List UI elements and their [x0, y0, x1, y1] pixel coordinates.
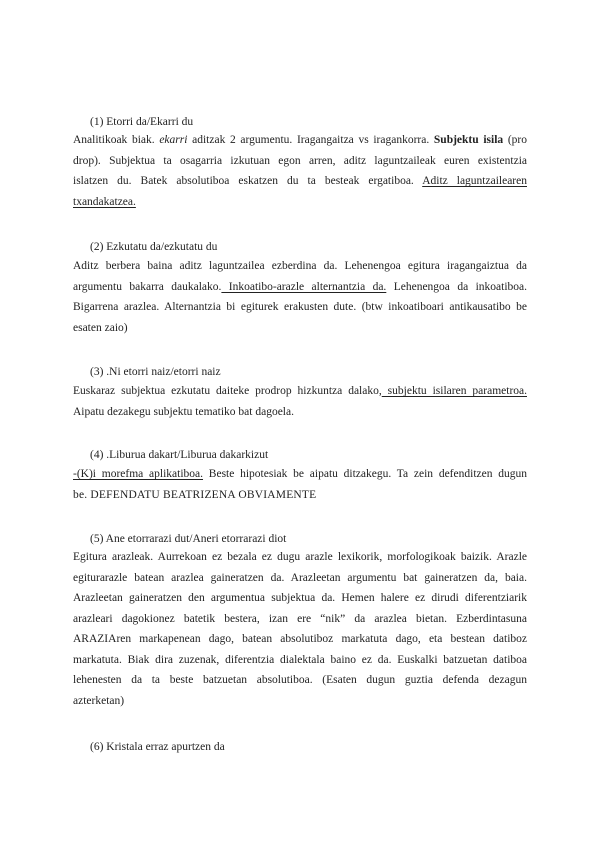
paragraph-line: esaten zaio): [73, 321, 128, 334]
paragraph-line: be. DEFENDATU BEATRIZENA OBVIAMENTE: [73, 488, 317, 501]
section-3-paragraph: [73, 381, 527, 422]
paragraph-line: [73, 464, 527, 485]
section-3-heading: (3) .Ni etorri naiz/etorri naiz: [90, 366, 221, 378]
section-4-heading: (4) .Liburua dakart/Liburua dakarkizut: [90, 449, 269, 461]
paragraph-line: azterketan): [73, 694, 125, 707]
underlined-term: txandakatzea.: [73, 195, 136, 208]
paragraph-line: drop). Subjektua ta osagarria izkutuan egon arren, aditz laguntzaileak euren existentzia: [73, 154, 527, 167]
text-run: aditzak 2 argumentu. Iragangaitza vs iragankorra.: [187, 134, 434, 146]
paragraph-line: egiturarazle batean arazlea gaineratzen da. Arazleetan argumentu bat gaineratzen da, baia.: [73, 571, 527, 584]
underlined-term: -(K)i morefma aplikatiboa.: [73, 468, 204, 480]
text-run: argumentu bakarra daukalako.: [73, 280, 222, 293]
underlined-term: Inkoatibo-arazle alternantzia da.: [221, 280, 387, 293]
bold-term: Subjektu isila: [433, 134, 504, 146]
section-1-paragraph: [73, 130, 527, 212]
underlined-term: subjektu isilaren parametroa.: [381, 385, 527, 397]
italic-term: ekarri: [159, 134, 188, 146]
paragraph-line: Aditz berbera baina aditz laguntzailea ezberdina da. Lehenengoa egitura iragangaiztua da: [73, 260, 527, 272]
text-run: Lehenengoa da inkoatiboa.: [386, 280, 527, 293]
paragraph-line: [73, 171, 527, 192]
text-run: Euskaraz subjektua ezkutatu daiteke prodrop hizkuntza dalako,: [73, 385, 382, 397]
section-4-paragraph: [73, 464, 527, 505]
section-2-heading: (2) Ezkutatu da/ezkutatu du: [90, 241, 218, 253]
paragraph-line: lehenesten da ta beste batzuetan absolutiboa. (Esaten dugun guztia defenda dezagun: [73, 674, 527, 686]
section-6-heading: (6) Kristala erraz apurtzen da: [90, 741, 225, 753]
section-2-paragraph: [73, 256, 527, 338]
paragraph-line: markatuta. Biak dira zuzenak, diferentzia dialektala baino ez da. Euskalki batzuetan datiboa: [73, 653, 527, 666]
paragraph-line: ARAZIAren markapenean dago, batean absolutiboz markatuta dago, eta bestean datiboz: [73, 633, 527, 645]
paragraph-line: Bigarrena arazlea. Alternantzia bi egiturek erakusten dute. (btw inkoatiboari antikausatibo be: [73, 301, 527, 313]
paragraph-line: Aipatu dezakegu subjektu tematiko bat dagoela.: [73, 405, 294, 418]
paragraph-line: Egitura arazleak. Aurrekoan ez bezala ez dugu arazle lexikorik, morfologikoak baizik. Arazle: [73, 551, 527, 563]
section-5-paragraph: [73, 547, 527, 711]
paragraph-line: [73, 277, 527, 298]
section-1-heading: (1) Etorri da/Ekarri du: [90, 116, 194, 128]
paragraph-line: Arazleetan gaineratzen den argumentua subjektua da. Hemen halere ez dirudi diferentziarik: [73, 592, 527, 604]
paragraph-line: [73, 192, 527, 213]
text-run: Analitikoak biak.: [73, 134, 160, 146]
section-5-heading: (5) Ane etorrarazi dut/Aneri etorrarazi diot: [90, 533, 287, 545]
paragraph-line: [73, 130, 527, 151]
text-run: Beste hipotesiak be aipatu ditzakegu. Ta zein defenditzen dugun: [203, 468, 527, 480]
text-run: islatzen du. Batek absolutiboa eskatzen du ta besteak ergatiboa.: [73, 175, 423, 187]
paragraph-line: arazleari dagokionez batetik bestera, izan ere “nik” da arazlea bietan. Ezberdintasuna: [73, 612, 527, 625]
text-run: (pro: [503, 134, 527, 146]
paragraph-line: [73, 381, 527, 402]
underlined-term: Aditz laguntzailearen: [422, 175, 527, 187]
